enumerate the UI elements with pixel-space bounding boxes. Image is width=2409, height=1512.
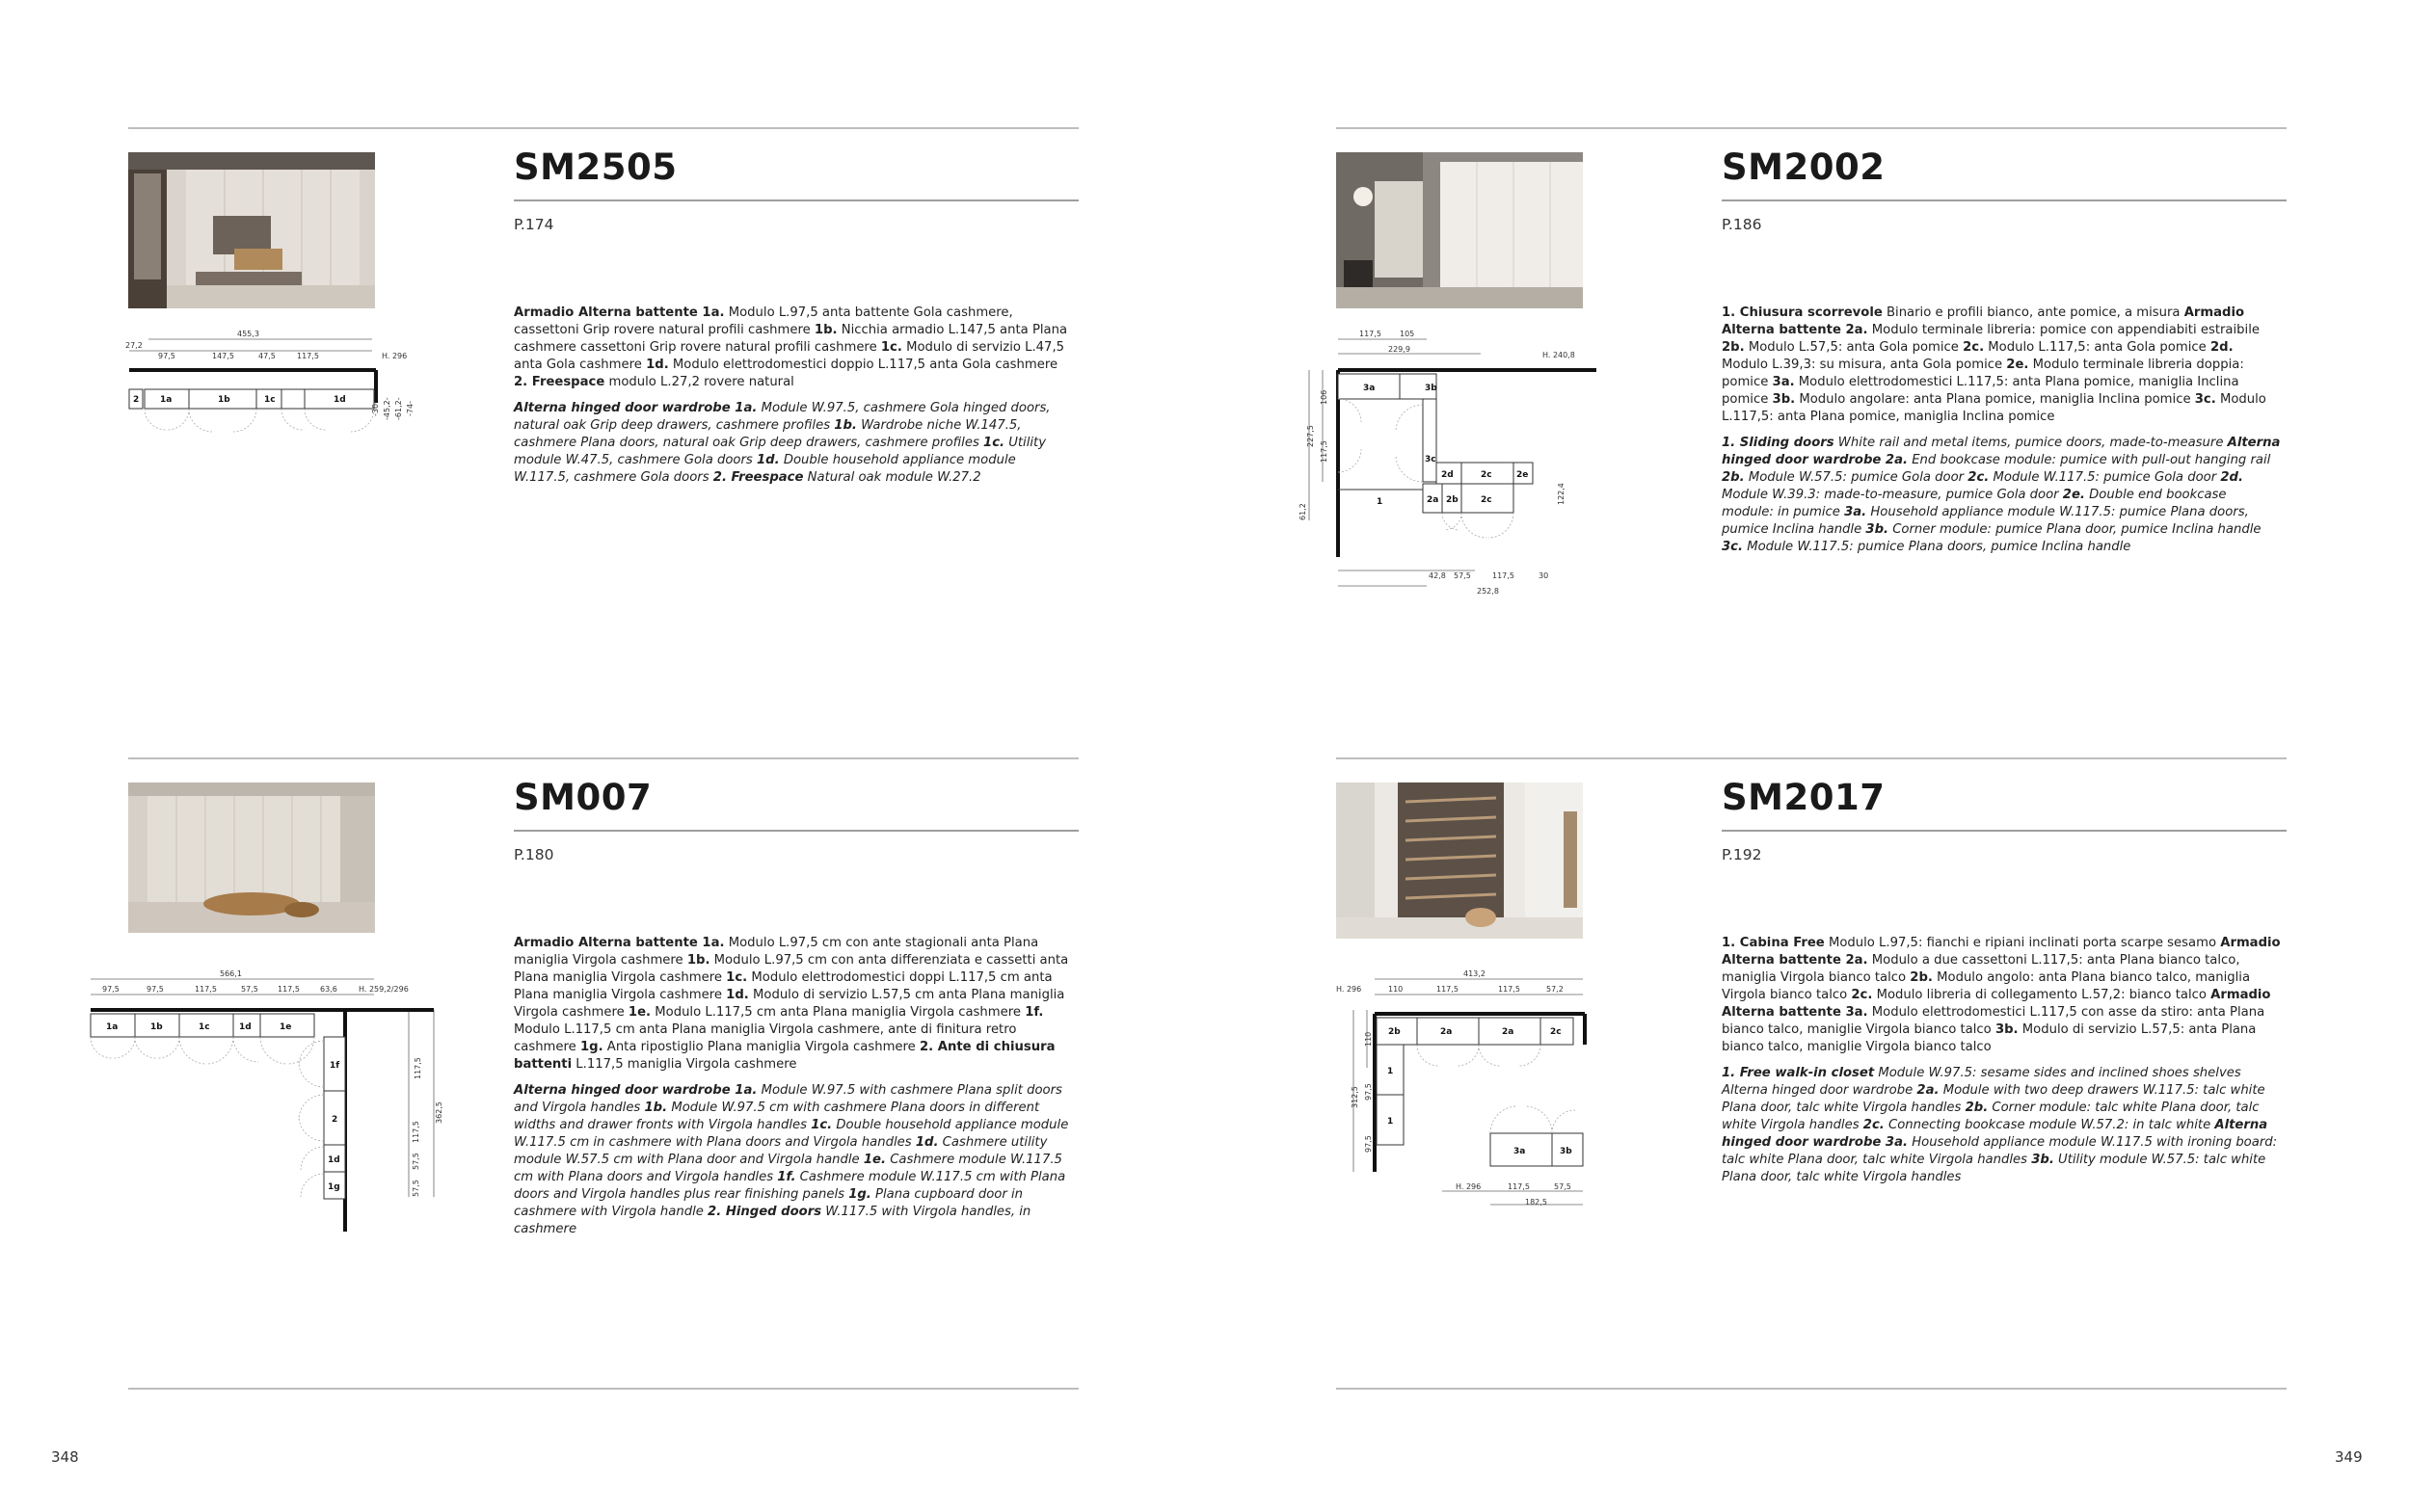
product-code: SM007 xyxy=(514,777,653,818)
dim-label: 117,5 xyxy=(195,985,217,994)
dim-label: 229,9 xyxy=(1388,345,1410,354)
dim-label: 413,2 xyxy=(1463,969,1486,978)
dim-label: 110 xyxy=(1364,1031,1373,1047)
description-english: 1. Free walk-in closet Module W.97.5: sesame sides and inclined shoes shelves Alterna hinged door wardrobe 2a. Module with two deep drawers W.117.5: talc white Plana door, talc white Virgola handles 2b. Corner module: talc white Plana door, talc white Virgola handles 2c. Connecting bookcase module W.57.2: in talc white Alterna hinged door wardrobe 3a. Household appliance module W.117.5 with ironing board: talc white Plana door, talc white Virgola handles 3b. Utility module W.57.5: talc white Plana door, talc white Virgola handles xyxy=(1722,1066,2278,1184)
dim-label: 362,5 xyxy=(435,1101,443,1124)
module-label: 2c xyxy=(1550,1027,1562,1037)
section-divider xyxy=(1336,757,2287,759)
product-photo-sm2505 xyxy=(128,152,375,308)
module-label: 3c xyxy=(1425,455,1436,464)
section-divider xyxy=(1336,127,2287,129)
dim-label: 252,8 xyxy=(1477,587,1499,596)
dim-label: H. 259,2/296 xyxy=(359,985,409,994)
dim-label: 27,2 xyxy=(125,341,143,350)
product-code: SM2017 xyxy=(1722,777,1886,818)
dim-label: -30- xyxy=(371,401,380,416)
title-underline xyxy=(514,830,1079,832)
product-code: SM2505 xyxy=(514,146,678,188)
module-label: 3a xyxy=(1513,1147,1526,1156)
dim-label: 57,5 xyxy=(412,1180,420,1197)
section-divider xyxy=(128,127,1079,129)
page-reference: P.186 xyxy=(1722,216,1762,233)
module-label: 1a xyxy=(106,1022,119,1032)
product-code: SM2002 xyxy=(1722,146,1886,188)
dim-label: 57,5 xyxy=(1554,1182,1571,1191)
dim-label: 122,4 xyxy=(1557,483,1566,505)
title-underline xyxy=(1722,199,2287,201)
module-label: 2 xyxy=(332,1115,338,1125)
dim-label: H. 296 xyxy=(382,352,408,360)
dim-label: 312,5 xyxy=(1351,1086,1359,1108)
dim-label: 57,2 xyxy=(1546,985,1564,994)
dim-label: H. 296 xyxy=(1336,985,1362,994)
module-label: 3a xyxy=(1363,384,1376,393)
module-label: 2e xyxy=(1516,470,1529,480)
title-underline xyxy=(1722,830,2287,832)
dim-label: 117,5 xyxy=(414,1057,422,1079)
floor-plan-sm007 xyxy=(85,964,451,1243)
module-label: 2b xyxy=(1446,495,1459,505)
module-label: 1a xyxy=(160,395,173,405)
module-label: 2a xyxy=(1427,495,1439,505)
dim-label: 117,5 xyxy=(1498,985,1520,994)
dim-label: 30 xyxy=(1539,571,1549,580)
page-reference: P.192 xyxy=(1722,846,1762,863)
product-description xyxy=(1722,305,2281,565)
module-label: 3b xyxy=(1560,1147,1572,1156)
module-label: 3b xyxy=(1425,384,1437,393)
dim-label: 147,5 xyxy=(212,352,234,360)
product-photo-sm2017 xyxy=(1336,783,1583,939)
dim-label: 117,5 xyxy=(278,985,300,994)
module-label: 2 xyxy=(133,395,140,405)
module-label: 2b xyxy=(1388,1027,1401,1037)
module-label: 1d xyxy=(239,1022,252,1032)
module-label: 2c xyxy=(1481,495,1492,505)
dim-label: -61,2- xyxy=(394,397,403,420)
dim-label: H. 296 xyxy=(1456,1182,1482,1191)
module-label: 1d xyxy=(334,395,346,405)
module-label: 1b xyxy=(150,1022,163,1032)
dim-label: 117,5 xyxy=(297,352,319,360)
dim-label: 57,5 xyxy=(412,1153,420,1170)
dim-label: -45,2- xyxy=(383,397,391,420)
dim-label: 47,5 xyxy=(258,352,276,360)
module-label: 1 xyxy=(1387,1117,1394,1127)
dim-label: 106 xyxy=(1320,389,1328,405)
floor-plan-sm2505 xyxy=(123,328,432,443)
dim-label: 227,5 xyxy=(1306,425,1315,447)
module-label: 2a xyxy=(1440,1027,1453,1037)
section-divider xyxy=(128,757,1079,759)
module-label: 2c xyxy=(1481,470,1492,480)
module-label: 1f xyxy=(330,1061,340,1071)
description-english: 1. Sliding doors White rail and metal items, pumice doors, made-to-measure Alterna hinged door wardrobe 2a. End bookcase module: pumice with pull-out hanging rail 2b. Module W.57.5: pumice Gola door 2c. Module W.117.5: pumice Gola door 2d. Module W.39.3: made-to-measure, pumice Gola door 2e. Double end bookcase module: in pumice 3a. Household appliance module W.117.5: pumice Plana doors, pumice Inclina handle 3b. Corner module: pumice Plana door, pumice Inclina handle 3c. Module W.117.5: pumice Plana doors, pumice Inclina handle xyxy=(1722,436,2281,554)
description-english: Alterna hinged door wardrobe 1a. Module W.97.5 with cashmere Plana split doors and Virgola handles 1b. Module W.97.5 cm with cashmere Plana doors in different widths and drawer fronts with Virgola handles 1c. Double household appliance module W.117.5 cm in cashmere with Plana doors and Virgola handles 1d. Cashmere utility module W.57.5 cm with Plana door and Virgola handle 1e. Cashmere module W.117.5 cm with Plana doors and Virgola handles 1f. Cashmere module W.117.5 cm with Plana doors and Virgola handles plus rear finishing panels 1g. Plana cupboard door in cashmere with Virgola handle 2. Hinged doors W.117.5 with Virgola handles, in cashmere xyxy=(514,1083,1069,1236)
title-underline xyxy=(514,199,1079,201)
floor-plan-sm2002 xyxy=(1292,328,1600,607)
page-reference: P.174 xyxy=(514,216,554,233)
page-reference: P.180 xyxy=(514,846,554,863)
dim-label: 182,5 xyxy=(1525,1198,1547,1207)
module-label: 1c xyxy=(199,1022,210,1032)
module-label: 1 xyxy=(1377,497,1383,507)
dim-label: 97,5 xyxy=(147,985,164,994)
dim-label: 566,1 xyxy=(220,969,242,978)
dim-label: 117,5 xyxy=(1492,571,1514,580)
module-label: 1g xyxy=(328,1182,340,1192)
product-description xyxy=(514,305,1073,495)
dim-label: 117,5 xyxy=(1320,440,1328,463)
dim-label: 57,5 xyxy=(241,985,258,994)
dim-label: 97,5 xyxy=(102,985,120,994)
module-label: 1 xyxy=(1387,1067,1394,1076)
section-divider xyxy=(1336,1388,2287,1390)
description-italian: Armadio Alterna battente 1a. Modulo L.97,5 anta battente Gola cashmere, cassettoni Grip rovere natural profili cashmere 1b. Nicchia armadio L.147,5 anta Plana cashmere cassettoni Grip rovere natural profili cashmere 1c. Modulo di servizio L.47,5 anta Gola cashmere 1d. Modulo elettrodomestici doppio L.117,5 anta Gola cashmere 2. Freespace modulo L.27,2 rovere natural xyxy=(514,305,1068,389)
dim-label: 97,5 xyxy=(1364,1135,1373,1153)
description-italian: Armadio Alterna battente 1a. Modulo L.97,5 cm con ante stagionali anta Plana maniglia Virgola cashmere 1b. Modulo L.97,5 cm con anta differenziata e cassetti anta Plana maniglia Virgola cashmere 1c. Modulo elettrodomestici doppi L.117,5 cm anta Plana maniglia Virgola cashmere 1d. Modulo di servizio L.57,5 cm anta Plana maniglia Virgola cashmere 1e. Modulo L.117,5 cm anta Plana maniglia Virgola cashmere 1f. Modulo L.117,5 cm anta Plana maniglia Virgola cashmere, ante di finitura retro cashmere 1g. Anta ripostiglio Plana maniglia Virgola cashmere 2. Ante di chiusura battenti L.117,5 maniglia Virgola cashmere xyxy=(514,936,1069,1072)
product-photo-sm2002 xyxy=(1336,152,1583,308)
dim-label: -74- xyxy=(406,401,415,416)
module-label: 1c xyxy=(264,395,276,405)
description-english: Alterna hinged door wardrobe 1a. Module W.97.5, cashmere Gola hinged doors, natural oak Grip deep drawers, cashmere profiles 1b. Wardrobe niche W.147.5, cashmere Plana doors, natural oak Grip deep drawers, cashmere profiles 1c. Utility module W.47.5, cashmere Gola doors 1d. Double household appliance module W.117.5, cashmere Gola doors 2. Freespace Natural oak module W.27.2 xyxy=(514,401,1051,485)
dim-label: 105 xyxy=(1400,330,1415,338)
dim-label: H. 240,8 xyxy=(1542,351,1575,359)
dim-label: 117,5 xyxy=(1436,985,1459,994)
description-italian: 1. Cabina Free Modulo L.97,5: fianchi e ripiani inclinati porta scarpe sesamo Armadio Alterna battente 2a. Modulo a due cassettoni L.117,5: anta Plana bianco talco, maniglia Virgola bianco talco 2b. Modulo angolo: anta Plana bianco talco, maniglia Virgola bianco talco 2c. Modulo libreria di collegamento L.57,2: bianco talco Armadio Alterna battente 3a. Modulo elettrodomestici L.117,5 con asse da stiro: anta Plana bianco talco, maniglie Virgola bianco talco 3b. Modulo di servizio L.57,5: anta Plana bianco talco, maniglie Virgola bianco talco xyxy=(1722,936,2281,1054)
section-divider xyxy=(128,1388,1079,1390)
dim-label: 117,5 xyxy=(1508,1182,1530,1191)
page-number-left: 348 xyxy=(51,1448,79,1466)
dim-label: 455,3 xyxy=(237,330,259,338)
dim-label: 117,5 xyxy=(1359,330,1381,338)
module-label: 1b xyxy=(218,395,230,405)
dim-label: 97,5 xyxy=(158,352,175,360)
module-label: 2a xyxy=(1502,1027,1514,1037)
product-description xyxy=(1722,935,2281,1195)
floor-plan-sm2017 xyxy=(1336,964,1616,1224)
module-label: 1d xyxy=(328,1155,340,1165)
product-description xyxy=(514,935,1083,1247)
dim-label: 97,5 xyxy=(1364,1083,1373,1101)
dim-label: 110 xyxy=(1388,985,1404,994)
module-label: 1e xyxy=(280,1022,292,1032)
product-photo-sm007 xyxy=(128,783,375,933)
page-number-right: 349 xyxy=(2335,1448,2363,1466)
module-label: 2d xyxy=(1441,470,1454,480)
dim-label: 117,5 xyxy=(412,1121,420,1143)
dim-label: 63,6 xyxy=(320,985,337,994)
dim-label: 57,5 xyxy=(1454,571,1471,580)
description-italian: 1. Chiusura scorrevole Binario e profili bianco, ante pomice, a misura Armadio Alterna battente 2a. Modulo terminale libreria: pomice con appendiabiti estraibile 2b. Modulo L.57,5: anta Gola pomice 2c. Modulo L.117,5: anta Gola pomice 2d. Modulo L.39,3: su misura, anta Gola pomice 2e. Modulo terminale libreria doppia: pomice 3a. Modulo elettrodomestici L.117,5: anta Plana pomice, maniglia Inclina pomice 3b. Modulo angolare: anta Plana pomice, maniglia Inclina pomice 3c. Modulo L.117,5: anta Plana pomice, maniglia Inclina pomice xyxy=(1722,305,2266,424)
dim-label: 61,2 xyxy=(1298,503,1307,520)
dim-label: 42,8 xyxy=(1429,571,1446,580)
